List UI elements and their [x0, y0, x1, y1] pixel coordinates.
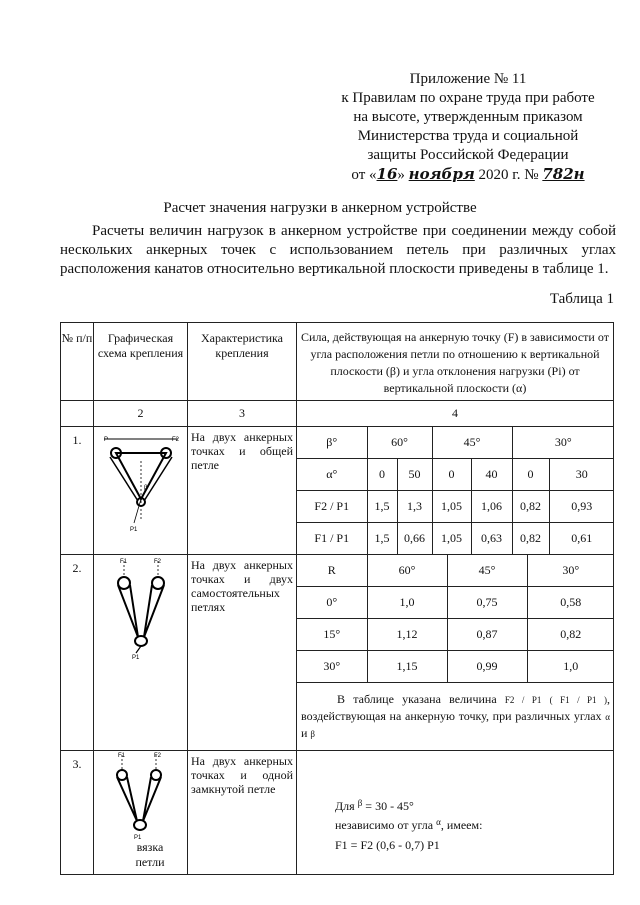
label-f1-p1: F1 / P1: [297, 523, 367, 555]
row-number: 3.: [61, 751, 94, 875]
svg-text:β: β: [144, 485, 148, 491]
svg-text:F1: F1: [120, 559, 128, 565]
anchor-scheme-2-figure: [94, 555, 188, 665]
table-label: Таблица 1: [549, 291, 614, 307]
svg-text:F2: F2: [172, 437, 180, 443]
handwritten-day: 16: [376, 165, 398, 183]
svg-text:F1: F1: [118, 753, 126, 759]
svg-text:P: P: [104, 437, 109, 443]
load-table: [60, 322, 614, 875]
header-num: № п/п: [61, 323, 94, 401]
anchor-scheme-3-figure: [94, 751, 188, 843]
svg-text:F2: F2: [154, 753, 162, 759]
header-line: Министерства труда и социальной: [357, 128, 579, 144]
handwritten-month: ноября: [408, 165, 475, 183]
label-f2-p1: F2 / P1: [297, 491, 367, 523]
header-characteristic: Характеристика крепления: [188, 323, 297, 401]
svg-text:P1: P1: [132, 655, 140, 661]
values-grid-2: R 60° 45° 30° 0° 1,0 0,75 0,58 15° 1,12 0,87 0,82 30° 1,15 0,99 1,0 В таблице указана величина F2 / P1 ( F1 / P1 ), воздействующая на анкерную точку, при различных углах α и β: [297, 555, 614, 750]
scheme-diagram-1: [94, 427, 188, 555]
characteristic-2: На двух анкерных точках и двух самостоятельных петлях: [188, 555, 297, 751]
header-force: Сила, действующая на анкерную точку (F) в зависимости от угла расположения петли по отношению к вертикальной плоскости (β) и угла отклонения нагрузки (Pi) от вертикальной плоскости (α): [297, 323, 614, 401]
colnum-3: 3: [188, 401, 297, 427]
formula-line-1: Для $^\beta$ = 30 - 45°: [335, 798, 414, 813]
appendix-header: [318, 70, 618, 185]
label-beta: β°: [297, 427, 367, 459]
header-line: на высоте, утвержденным приказом: [353, 109, 583, 125]
order-year: 2020: [478, 167, 509, 183]
header-line: защиты Российской Федерации: [367, 147, 569, 163]
header-line: Приложение № 11: [409, 71, 527, 87]
values-grid-1: β° 60° 45° 30° α° 0 50 0 40 0 30 F2 / P1 1,5 1,3 1,05 1,06 0,82 0,93 F1 / P1 1,5 0,66 1,05 0,63 0,82 0,61: [297, 427, 614, 554]
label-r: R: [297, 555, 367, 587]
svg-text:P1: P1: [130, 527, 138, 533]
anchor-scheme-1-figure: [94, 427, 188, 547]
header-scheme: Графическая схема крепления: [94, 323, 188, 401]
characteristic-3: На двух анкерных точках и одной замкнутой петле: [188, 751, 297, 875]
values-1: [297, 427, 614, 555]
row-number: 2.: [61, 555, 94, 751]
header-line: к Правилам по охране труда при работе: [341, 90, 595, 106]
knot-caption: вязка петли: [135, 840, 165, 869]
formula-block: [297, 751, 614, 875]
order-date-line: от «16» ноября 2020 г. № 782н: [351, 165, 585, 183]
scheme-diagram-3: [94, 751, 188, 875]
characteristic-1: На двух анкерных точках и общей петле: [188, 427, 297, 555]
formula-line-3: F1 = F2 (0,6 - 0,7) P1: [335, 838, 440, 852]
table-note: В таблице указана величина F2 / P1 ( F1 / P1 ), воздействующая на анкерную точку, при различных углах α и β: [301, 692, 611, 740]
document-title: Расчет значения нагрузки в анкерном устройстве: [163, 200, 477, 216]
handwritten-order-number: 782н: [542, 165, 585, 183]
colnum-1: [61, 401, 94, 427]
label-alpha: α°: [297, 459, 367, 491]
values-2: [297, 555, 614, 751]
intro-paragraph: Расчеты величин нагрузок в анкерном устройстве при соединении между собой нескольких анкерных точек с использованием петель при различных углах расположения канатов относительно вертикальной плоскости приведены в таблице 1.: [60, 223, 616, 277]
colnum-2: 2: [94, 401, 188, 427]
colnum-4: 4: [297, 401, 614, 427]
svg-text:P1: P1: [134, 835, 142, 841]
row-number: 1.: [61, 427, 94, 555]
scheme-diagram-2: [94, 555, 188, 751]
svg-text:F2: F2: [154, 559, 162, 565]
formula-line-2: независимо от угла $^\alpha$, имеем:: [335, 817, 483, 832]
